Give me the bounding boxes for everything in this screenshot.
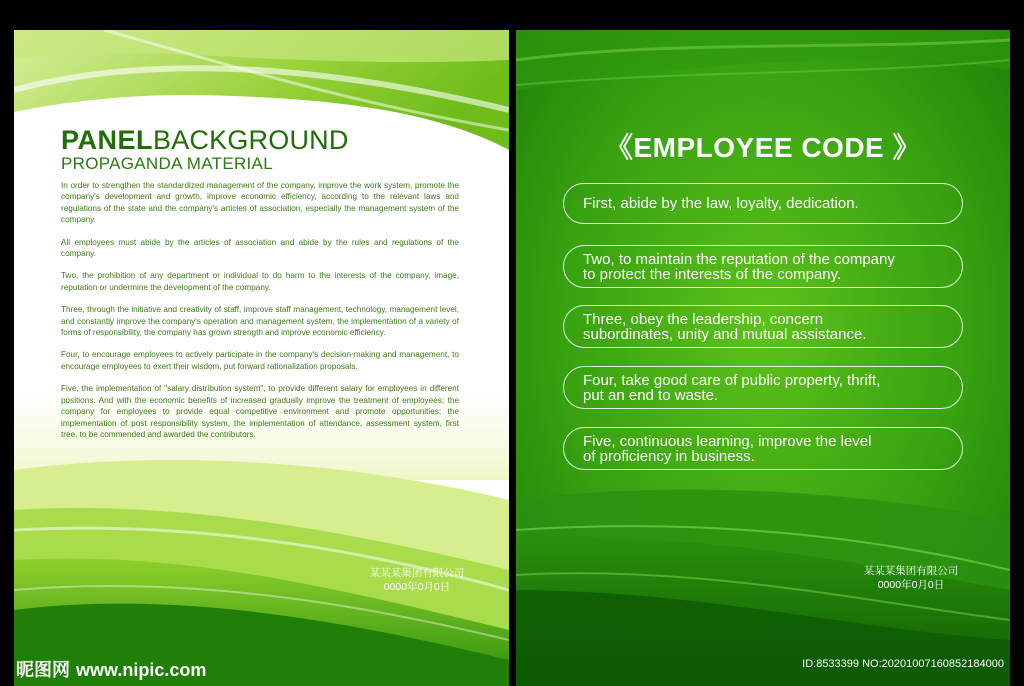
right-footer <box>846 564 976 592</box>
date-text: 0000年0月0日 <box>877 579 945 591</box>
paragraph: Five, the implementation of "salary distribution system", to provide different salary for employees in different positions. And with the economic benefits of increased gradually improve the treatment of employees; the company for employees to provide equal competitive environment and promote opportunities; the implementation of post responsibility system, the implementation of attendance, assessment system, first tree, to be commended and awarded the contributors. <box>61 384 459 439</box>
title-bold-word: PANEL <box>61 125 154 155</box>
code-item-line: of proficiency in business. <box>583 447 755 465</box>
code-item-text <box>583 434 872 464</box>
code-item-text <box>583 373 880 403</box>
panel-title <box>61 126 349 154</box>
left-title-block <box>61 126 349 174</box>
code-item-text <box>583 252 895 282</box>
code-item <box>563 183 963 224</box>
nipic-url: www.nipic.com <box>76 660 207 680</box>
code-item-text <box>583 312 867 342</box>
paragraph: In order to strengthen the standardized management of the company, improve the work system, promote the company's development and growth, improve economic efficiency, according to the relevant laws and regulations of the state and the company's articles of association, especially the management system of the company. <box>61 181 459 225</box>
code-item <box>563 427 963 470</box>
employee-code-title: 《EMPLOYEE CODE 》 <box>604 132 922 163</box>
paragraph: Three, through the initiative and creativity of staff, improve staff management, technology, management level, and constantly improve the company's operation and management system, the implementation of a variety of forms of responsibility, the company has grown strength and improve economic efficiency. <box>61 305 459 338</box>
code-item <box>563 305 963 348</box>
code-item <box>563 366 963 409</box>
code-item <box>563 245 963 288</box>
code-item-text: First, abide by the law, loyalty, dedication. <box>583 195 859 212</box>
company-name: 某某某集团有限公司 <box>369 567 465 579</box>
date-text: 0000年0月0日 <box>383 581 451 593</box>
left-footer <box>362 566 472 594</box>
code-item-line: Two, to maintain the reputation of the company <box>583 250 895 268</box>
left-flyer-panel <box>14 30 509 686</box>
nipic-watermark <box>16 656 206 682</box>
code-item-line: Five, continuous learning, improve the level <box>583 432 872 450</box>
paragraph: Two, the prohibition of any department or individual to do harm to the interests of the company, image, reputation or undermine the development of the company. <box>61 271 459 292</box>
body-text <box>61 180 459 451</box>
paragraph: Four, to encourage employees to actively participate in the company's decision-making and management, to encourage employees to exert their wisdom, put forward rationalization proposals. <box>61 350 459 371</box>
paragraph: All employees must abide by the articles of association and abide by the rules and regulations of the company. <box>61 237 459 259</box>
code-item-line: Three, obey the leadership, concern <box>583 310 824 328</box>
code-item-line: subordinates, unity and mutual assistance. <box>583 325 867 343</box>
company-name: 某某某集团有限公司 <box>863 565 959 577</box>
code-item-line: Four, take good care of public property, thrift, <box>583 371 881 389</box>
right-flyer-panel <box>516 30 1010 686</box>
title-light-word: BACKGROUND <box>153 125 349 155</box>
code-item-line: put an end to waste. <box>583 386 719 404</box>
panel-subtitle: PROPAGANDA MATERIAL <box>61 154 273 173</box>
image-id-text: ID:8533399 NO:20201007160852184000 <box>802 658 1004 670</box>
nipic-logo-text: 昵图网 <box>16 660 70 680</box>
code-item-line: to protect the interests of the company. <box>583 265 842 283</box>
